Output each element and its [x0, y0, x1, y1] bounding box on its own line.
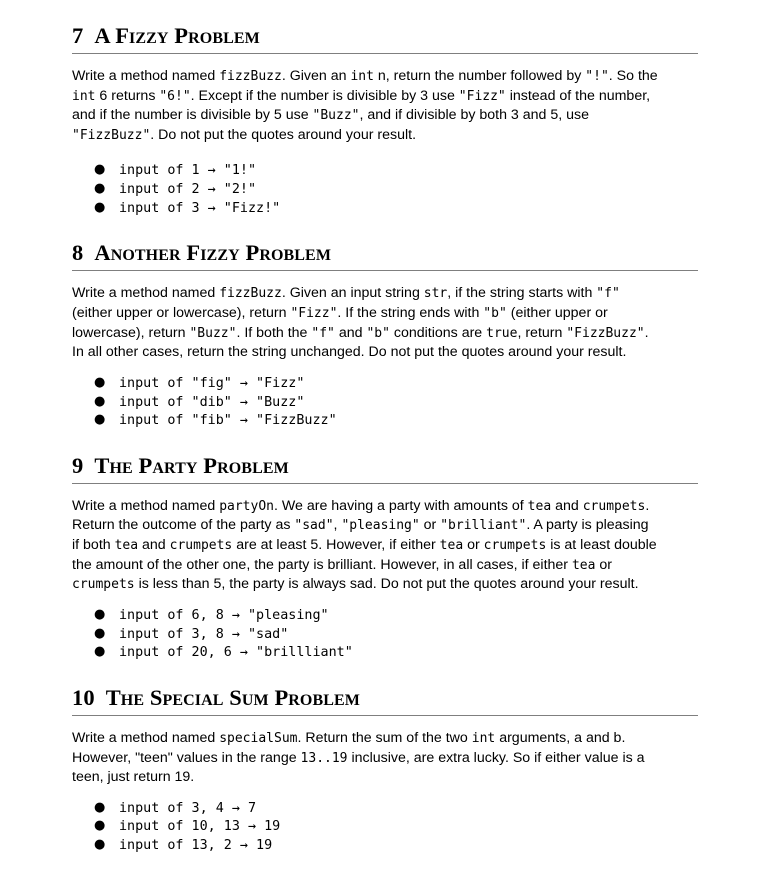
code-term: "b" — [483, 306, 507, 322]
example-item — [72, 836, 698, 855]
problem-description — [72, 284, 698, 362]
code-term: int — [72, 88, 96, 104]
code-term: "f" — [596, 286, 620, 302]
section-number: 8 — [72, 240, 84, 266]
text-run: is at least double — [546, 537, 657, 554]
code-term: true — [486, 325, 518, 341]
example-item — [72, 374, 698, 393]
example-item — [72, 180, 698, 199]
example-text: input of "fib" → "FizzBuzz" — [119, 413, 337, 429]
problem-description — [72, 729, 698, 788]
section-number: 7 — [72, 23, 84, 48]
section-title: The Special Sum Problem — [105, 684, 360, 710]
text-run: arguments, a and b. — [495, 729, 626, 746]
section-title: A Fizzy Problem — [94, 23, 260, 48]
code-term: "Fizz" — [458, 88, 506, 104]
bullet-icon: ● — [94, 374, 106, 390]
section-heading — [72, 452, 698, 484]
text-run: , and if divisible by both 3 and 5, use — [359, 107, 590, 124]
example-text: input of 13, 2 → 19 — [119, 838, 273, 854]
section-heading — [72, 22, 698, 54]
example-text: input of "dib" → "Buzz" — [119, 394, 305, 410]
text-run: . — [644, 324, 649, 341]
code-term: "Fizz" — [290, 306, 338, 322]
bullet-icon: ● — [94, 837, 106, 853]
text-run: Write a method named — [72, 285, 220, 302]
code-term: "brilliant" — [440, 518, 527, 534]
example-list — [72, 606, 698, 662]
text-run: Write a method named — [72, 68, 220, 84]
text-run: lowercase), return — [72, 324, 190, 341]
section-heading — [72, 239, 698, 271]
problem-description — [72, 497, 698, 595]
code-term: "Buzz" — [312, 108, 360, 124]
code-term: crumpets — [483, 538, 547, 554]
description-line — [72, 729, 698, 749]
example-list — [72, 374, 698, 430]
text-run: . If both the — [236, 324, 312, 341]
text-run: , return — [517, 324, 567, 341]
example-item — [72, 161, 698, 180]
code-term: crumpets — [72, 577, 135, 593]
text-run: conditions are — [389, 324, 487, 341]
code-term: "FizzBuzz" — [566, 325, 645, 341]
code-term: fizzBuzz — [219, 286, 282, 302]
example-text: input of 3, 4 → 7 — [119, 800, 257, 816]
description-line — [72, 516, 698, 536]
text-run: and — [138, 537, 170, 554]
code-term: "pleasing" — [341, 518, 420, 534]
text-run: is less than 5, the party is always sad. Do not put the quotes around your result. — [134, 576, 639, 593]
text-run: (either upper or lowercase), return — [72, 305, 291, 322]
text-run: Write a method named — [72, 729, 220, 746]
section-number: 10 — [72, 684, 95, 710]
bullet-icon: ● — [94, 412, 106, 428]
text-run: teen, just return 19. — [72, 769, 195, 786]
section-7 — [72, 22, 698, 217]
section-10 — [72, 684, 698, 855]
description-line — [72, 536, 698, 556]
bullet-icon: ● — [94, 818, 106, 834]
code-term: fizzBuzz — [219, 69, 282, 84]
section-9 — [72, 452, 698, 662]
text-run: n, return the number followed by — [373, 68, 586, 84]
code-term: crumpets — [582, 498, 646, 514]
text-run: , if the string starts with — [447, 285, 597, 302]
example-item — [72, 817, 698, 836]
code-term: "6!" — [159, 88, 191, 104]
code-term: "Buzz" — [189, 325, 237, 341]
code-term: int — [471, 730, 496, 746]
code-term: "b" — [366, 325, 390, 341]
text-run: . So the — [608, 68, 658, 84]
text-run: . We are having a party with amounts of — [274, 497, 528, 514]
section-number: 9 — [72, 452, 84, 478]
example-text: input of 20, 6 → "brillliant" — [119, 645, 353, 661]
description-line — [72, 126, 698, 146]
section-title: The Party Problem — [94, 452, 289, 478]
example-text: input of 2 → "2!" — [119, 182, 257, 198]
code-term: "sad" — [294, 518, 334, 534]
example-list — [72, 799, 698, 855]
code-term: crumpets — [169, 538, 233, 554]
text-run: and — [551, 497, 583, 514]
code-term: "f" — [311, 325, 335, 341]
problem-description — [72, 67, 698, 145]
description-line — [72, 497, 698, 517]
text-run: . A party is pleasing — [526, 517, 649, 534]
text-run: . If the string ends with — [337, 305, 484, 322]
example-text: input of 3, 8 → "sad" — [119, 626, 289, 642]
example-item — [72, 411, 698, 430]
text-run: . Do not put the quotes around your result. — [150, 126, 417, 143]
example-text: input of 6, 8 → "pleasing" — [119, 607, 329, 623]
code-term: partyOn — [219, 498, 274, 514]
bullet-icon: ● — [94, 393, 106, 409]
description-line — [72, 106, 698, 126]
document-page — [72, 22, 698, 855]
bullet-icon: ● — [94, 799, 106, 815]
description-line — [72, 768, 698, 788]
text-run: or — [595, 556, 613, 573]
text-run: 6 returns — [95, 87, 160, 104]
description-line — [72, 575, 698, 595]
code-term: tea — [571, 557, 596, 573]
text-run: . Given an — [281, 68, 351, 84]
example-item — [72, 643, 698, 662]
section-title: Another Fizzy Problem — [94, 240, 332, 266]
text-run: the amount of the other one, the party is brilliant. However, in all cases, if either — [72, 556, 572, 573]
description-line — [72, 87, 698, 107]
text-run: and if the number is divisible by 5 use — [72, 107, 313, 124]
text-run: . Except if the number is divisible by 3 use — [190, 87, 459, 104]
description-line — [72, 749, 698, 769]
example-text: input of 1 → "1!" — [119, 163, 257, 179]
description-line — [72, 556, 698, 576]
bullet-icon: ● — [94, 199, 106, 215]
text-run: . Given an input string — [281, 285, 424, 302]
code-term: str — [423, 286, 448, 302]
text-run: or — [463, 537, 484, 554]
example-text: input of 10, 13 → 19 — [119, 819, 281, 835]
description-line — [72, 284, 698, 304]
code-term: 13..19 — [300, 750, 348, 766]
example-item — [72, 393, 698, 412]
text-run: and — [334, 324, 367, 341]
example-text: input of 3 → "Fizz!" — [119, 200, 281, 216]
bullet-icon: ● — [94, 644, 106, 660]
text-run: . — [645, 497, 650, 514]
text-run: are at least 5. However, if either — [232, 537, 440, 554]
example-item — [72, 625, 698, 644]
code-term: tea — [527, 498, 552, 514]
example-item — [72, 799, 698, 818]
text-run: if both — [72, 537, 115, 554]
bullet-icon: ● — [94, 606, 106, 622]
bullet-icon: ● — [94, 162, 106, 178]
text-run: (either upper or — [506, 305, 608, 322]
example-item — [72, 199, 698, 218]
description-line — [72, 324, 698, 344]
text-run: instead of the number, — [505, 87, 651, 104]
code-term: "FizzBuzz" — [72, 127, 151, 143]
example-item — [72, 606, 698, 625]
code-term: specialSum — [219, 730, 298, 746]
description-line — [72, 343, 698, 363]
text-run: inclusive, are extra lucky. So if either value is a — [347, 749, 645, 766]
text-run: . Return the sum of the two — [297, 729, 472, 746]
text-run: Return the outcome of the party as — [72, 517, 295, 534]
bullet-icon: ● — [94, 181, 106, 197]
bullet-icon: ● — [94, 625, 106, 641]
example-text: input of "fig" → "Fizz" — [119, 375, 305, 391]
code-term: tea — [439, 538, 464, 554]
text-run: , — [333, 517, 342, 534]
description-line — [72, 304, 698, 324]
code-term: tea — [114, 538, 139, 554]
text-run: In all other cases, return the string unchanged. Do not put the quotes around your result. — [72, 344, 627, 361]
text-run: Write a method named — [72, 497, 220, 514]
text-run: or — [419, 517, 441, 534]
section-heading — [72, 684, 698, 716]
description-line — [72, 67, 698, 87]
code-term: int — [350, 69, 374, 84]
example-list — [72, 161, 698, 217]
code-term: "!" — [585, 69, 609, 84]
section-8 — [72, 239, 698, 429]
text-run: However, "teen" values in the range — [72, 749, 301, 766]
